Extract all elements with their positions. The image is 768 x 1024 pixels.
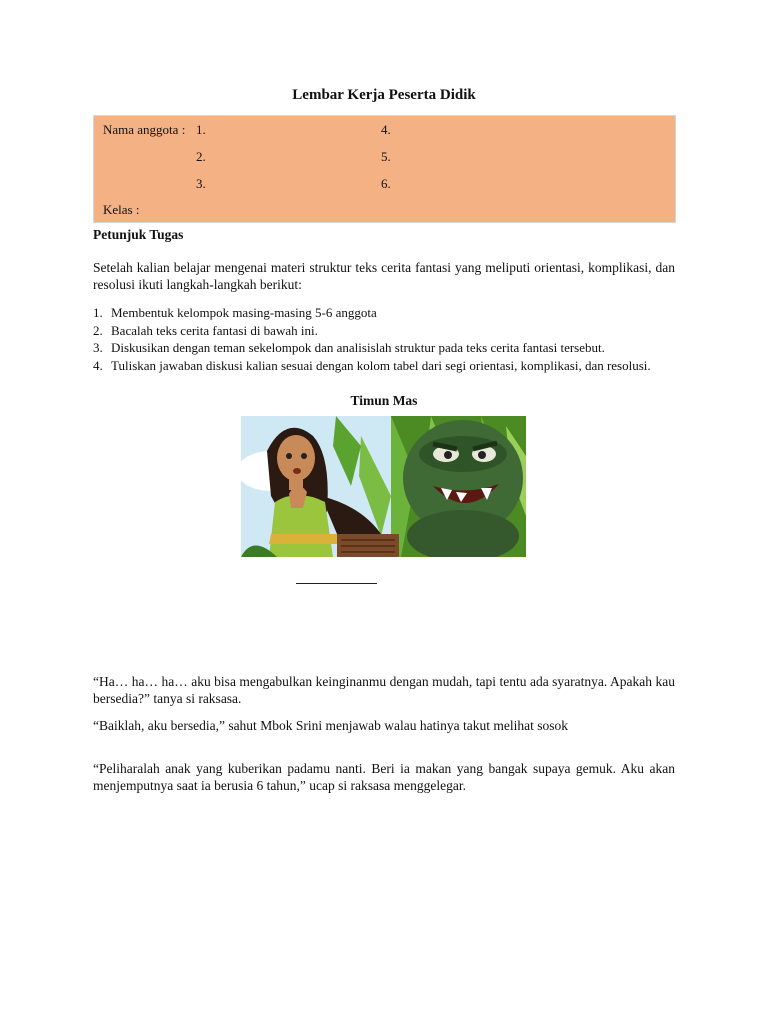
step-number: 1. [93, 305, 103, 320]
step-text: Bacalah teks cerita fantasi di bawah ini. [111, 322, 318, 338]
story-title: Timun Mas [350, 393, 418, 408]
members-label: Nama anggota : [103, 122, 186, 137]
step-item [93, 322, 675, 340]
step-number: 3. [93, 340, 103, 355]
page-title: Lembar Kerja Peserta Didik [292, 87, 476, 103]
girl-and-giant-illustration [241, 416, 526, 557]
giant-figure [403, 420, 523, 557]
story-illustration [241, 416, 526, 557]
step-number: 2. [93, 322, 103, 338]
member-slot-6: 6. [381, 176, 391, 191]
member-slot-2: 2. [196, 149, 206, 164]
instructions-intro: Setelah kalian belajar mengenai materi struktur teks cerita fantasi yang meliputi orientasi, komplikasi, dan resolusi ikuti langkah-langkah berikut: [93, 260, 675, 292]
wooden-basket [337, 534, 399, 557]
blank-underline [296, 583, 377, 584]
step-text: Tuliskan jawaban diskusi kalian sesuai dengan kolom tabel dari segi orientasi, komplikasi, dan resolusi. [111, 357, 651, 373]
step-item [93, 357, 675, 375]
instruction-steps [93, 304, 675, 374]
instructions-heading: Petunjuk Tugas [93, 227, 184, 242]
member-slot-5: 5. [381, 149, 391, 164]
story-paragraph: “Baiklah, aku bersedia,” sahut Mbok Srini menjawab walau hatinya takut melihat sosok [93, 718, 569, 733]
step-item [93, 304, 675, 322]
member-slot-3: 3. [196, 176, 206, 191]
story-paragraph: “Ha… ha… ha… aku bisa mengabulkan keinginanmu dengan mudah, tapi tentu ada syaratnya. Apakah kau bersedia?” tanya si raksasa. [93, 674, 675, 706]
step-number: 4. [93, 357, 103, 373]
story-paragraph: “Peliharalah anak yang kuberikan padamu nanti. Beri ia makan yang bangak supaya gemuk. Aku akan menjemputnya saat ia berusia 6 tahun,” ucap si raksasa menggelegar. [93, 761, 675, 793]
member-slot-4: 4. [381, 122, 391, 137]
class-label: Kelas : [103, 202, 140, 217]
step-item [93, 339, 675, 357]
group-members-box [93, 115, 676, 223]
member-slot-1: 1. [196, 122, 206, 137]
step-text: Membentuk kelompok masing-masing 5-6 anggota [111, 305, 377, 320]
step-text: Diskusikan dengan teman sekelompok dan analisislah struktur pada teks cerita fantasi tersebut. [111, 340, 605, 355]
